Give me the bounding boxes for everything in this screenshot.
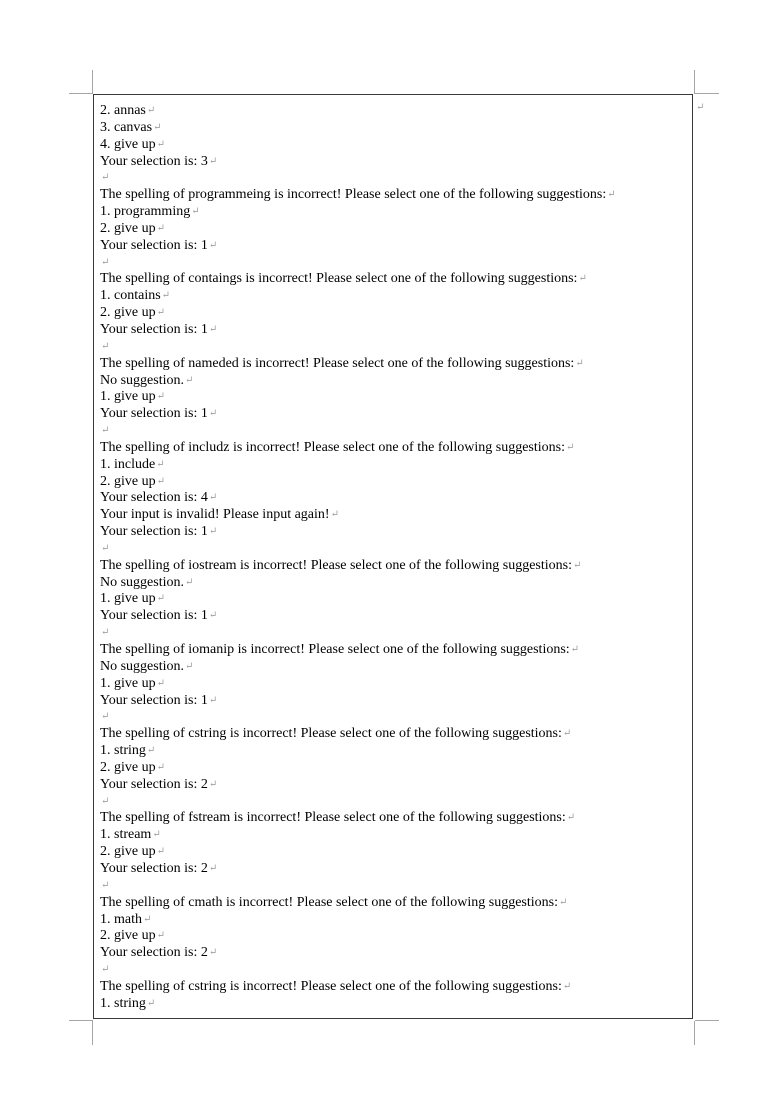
- text-line: [100, 524, 692, 541]
- paragraph-mark-icon: ↵: [101, 256, 110, 268]
- paragraph-mark-icon: ↵: [101, 340, 110, 352]
- paragraph-mark-icon: ↵: [185, 374, 194, 386]
- crop-mark-bottom-right-vertical: [694, 1021, 695, 1045]
- paragraph-mark-icon: ↵: [161, 290, 171, 302]
- empty-paragraph: [100, 709, 692, 726]
- paragraph-mark-icon: ↵: [156, 930, 165, 942]
- paragraph-mark-icon: ↵: [156, 307, 165, 319]
- line-text: 2. give up: [100, 305, 156, 321]
- line-text: The spelling of cstring is incorrect! Please select one of the following suggestions:: [100, 978, 562, 994]
- line-text: 1. give up: [100, 675, 156, 691]
- text-line: [100, 659, 692, 676]
- paragraph-mark-icon: ↵: [101, 542, 110, 554]
- text-line: [100, 288, 692, 305]
- text-line: [100, 221, 692, 238]
- empty-paragraph: [100, 339, 692, 356]
- text-line: [100, 558, 692, 575]
- text-line: [100, 895, 692, 912]
- text-line: [100, 928, 692, 945]
- line-text: 2. give up: [100, 759, 156, 775]
- crop-mark-top-right-horizontal: [695, 93, 719, 94]
- paragraph-mark-icon: ↵: [559, 896, 568, 908]
- paragraph-mark-icon: ↵: [146, 105, 156, 116]
- paragraph-mark-icon: ↵: [101, 964, 110, 976]
- paragraph-mark-icon: ↵: [185, 576, 194, 588]
- line-text: Your selection is: 1: [100, 692, 208, 708]
- text-line: [100, 591, 692, 608]
- paragraph-mark-icon: ↵: [191, 206, 200, 218]
- text-line: [100, 474, 692, 491]
- paragraph-mark-icon: ↵: [156, 138, 165, 150]
- paragraph-mark-icon: ↵: [156, 677, 165, 689]
- crop-mark-top-left-horizontal: [69, 93, 93, 94]
- paragraph-mark-icon: ↵: [101, 627, 110, 639]
- paragraph-mark-icon: ↵: [101, 172, 110, 184]
- line-text: 1. programming: [100, 204, 191, 220]
- paragraph-mark-icon: ↵: [208, 778, 218, 790]
- text-line: [100, 642, 692, 659]
- text-line: [100, 490, 692, 507]
- line-text: Your selection is: 2: [100, 776, 208, 792]
- line-text: Your selection is: 1: [100, 237, 208, 253]
- empty-paragraph: [100, 423, 692, 440]
- paragraph-mark-icon: ↵: [607, 189, 616, 201]
- paragraph-mark-icon: ↵: [208, 947, 218, 959]
- paragraph-mark-icon: ↵: [153, 121, 162, 133]
- paragraph-mark-icon: ↵: [208, 694, 218, 706]
- paragraph-mark-icon: ↵: [101, 795, 110, 807]
- crop-mark-bottom-right-horizontal: [695, 1020, 719, 1021]
- line-text: The spelling of contaings is incorrect! Please select one of the following suggestions:: [100, 271, 578, 287]
- text-line: [100, 356, 692, 373]
- line-text: The spelling of iomanip is incorrect! Please select one of the following suggestions:: [100, 642, 570, 657]
- text-line: [100, 760, 692, 777]
- empty-paragraph: [100, 625, 692, 642]
- text-line: [100, 861, 692, 878]
- line-text: The spelling of includz is incorrect! Please select one of the following suggestions:: [100, 439, 565, 455]
- line-text: Your input is invalid! Please input again!: [100, 507, 330, 523]
- line-text: Your selection is: 2: [100, 945, 208, 961]
- line-text: The spelling of programmeing is incorrect! Please select one of the following suggestions:: [100, 187, 607, 203]
- line-text: The spelling of iostream is incorrect! Please select one of the following suggestions:: [100, 557, 572, 573]
- paragraph-mark-icon: ↵: [146, 745, 156, 757]
- line-text: 4. give up: [100, 136, 156, 152]
- paragraph-mark-icon: ↵: [156, 222, 165, 234]
- text-line: [100, 996, 692, 1013]
- text-line: [100, 238, 692, 255]
- line-text: 1. string: [100, 743, 146, 759]
- empty-paragraph: [100, 170, 692, 187]
- text-line: [100, 154, 692, 171]
- line-text: 1. give up: [100, 591, 156, 607]
- text-line: [100, 827, 692, 844]
- paragraph-mark-icon: ↵: [208, 610, 218, 622]
- paragraph-mark-icon: ↵: [143, 913, 152, 925]
- text-line: [100, 373, 692, 390]
- line-text: No suggestion.: [100, 574, 184, 590]
- paragraph-mark-icon: ↵: [101, 711, 110, 723]
- paragraph-mark-icon: ↵: [573, 559, 582, 571]
- text-line: [100, 457, 692, 474]
- text-line: [100, 120, 692, 137]
- paragraph-mark-icon: ↵: [152, 829, 161, 841]
- line-text: 2. annas: [100, 103, 146, 118]
- paragraph-mark-icon: ↵: [156, 475, 165, 487]
- paragraph-mark-icon: ↵: [208, 323, 218, 335]
- line-text: Your selection is: 2: [100, 860, 208, 876]
- line-text: Your selection is: 1: [100, 608, 208, 624]
- paragraph-mark-icon: ↵: [208, 526, 218, 538]
- paragraph-mark-icon: ↵: [578, 273, 587, 285]
- empty-paragraph: [100, 962, 692, 979]
- text-line: [100, 979, 692, 996]
- paragraph-mark-icon: ↵: [566, 441, 575, 453]
- text-line: [100, 777, 692, 794]
- text-line: [100, 726, 692, 743]
- text-line: [100, 844, 692, 861]
- crop-mark-top-left-vertical: [92, 70, 93, 94]
- paragraph-mark-icon: ↵: [185, 660, 194, 672]
- text-line: [100, 507, 692, 524]
- text-line: [100, 204, 692, 221]
- empty-paragraph: [100, 878, 692, 895]
- paragraph-mark-icon: ↵: [208, 492, 218, 504]
- line-text: 1. string: [100, 995, 146, 1011]
- paragraph-mark-icon: ↵: [156, 593, 165, 605]
- line-text: The spelling of nameded is incorrect! Please select one of the following suggestions:: [100, 355, 575, 371]
- line-text: 1. stream: [100, 827, 152, 843]
- text-line: [100, 676, 692, 693]
- empty-paragraph: [100, 794, 692, 811]
- text-line: [100, 406, 692, 423]
- text-line: [100, 305, 692, 322]
- text-line: [100, 103, 692, 120]
- margin-paragraph-mark: ↵: [696, 102, 705, 113]
- line-text: 2. give up: [100, 220, 156, 236]
- document-lines: [100, 103, 692, 1013]
- paragraph-mark-icon: ↵: [156, 846, 165, 858]
- line-text: No suggestion.: [100, 372, 184, 388]
- text-line: [100, 912, 692, 929]
- line-text: 1. include: [100, 456, 156, 472]
- line-text: The spelling of cmath is incorrect! Please select one of the following suggestions:: [100, 894, 558, 910]
- text-line: [100, 271, 692, 288]
- empty-paragraph: [100, 541, 692, 558]
- paragraph-mark-icon: ↵: [208, 155, 218, 167]
- paragraph-mark-icon: ↵: [208, 862, 218, 874]
- paragraph-mark-icon: ↵: [330, 509, 339, 521]
- line-text: 3. canvas: [100, 119, 153, 135]
- text-line: [100, 322, 692, 339]
- line-text: 2. give up: [100, 844, 156, 860]
- paragraph-mark-icon: ↵: [570, 644, 580, 655]
- empty-paragraph: [100, 255, 692, 272]
- crop-mark-bottom-left-vertical: [92, 1021, 93, 1045]
- line-text: 1. math: [100, 911, 142, 927]
- text-line: [100, 945, 692, 962]
- text-line: [100, 440, 692, 457]
- crop-mark-top-right-vertical: [694, 70, 695, 94]
- text-line: [100, 743, 692, 760]
- line-text: Your selection is: 1: [100, 406, 208, 422]
- paragraph-mark-icon: ↵: [562, 728, 572, 740]
- paragraph-mark-icon: ↵: [101, 425, 110, 437]
- paragraph-mark-icon: ↵: [566, 812, 576, 824]
- line-text: Your selection is: 4: [100, 490, 208, 506]
- paragraph-mark-icon: ↵: [156, 391, 165, 403]
- paragraph-mark-icon: ↵: [146, 997, 156, 1009]
- paragraph-mark-icon: ↵: [101, 879, 110, 891]
- text-line: [100, 575, 692, 592]
- text-line: [100, 810, 692, 827]
- line-text: 1. give up: [100, 389, 156, 405]
- paragraph-mark-icon: ↵: [208, 408, 218, 420]
- line-text: 1. contains: [100, 288, 161, 304]
- text-line: [100, 187, 692, 204]
- paragraph-mark-icon: ↵: [562, 980, 572, 992]
- paragraph-mark-icon: ↵: [156, 458, 165, 470]
- line-text: 2. give up: [100, 928, 156, 944]
- line-text: No suggestion.: [100, 658, 184, 674]
- line-text: 2. give up: [100, 473, 156, 489]
- paragraph-mark-icon: ↵: [208, 239, 218, 251]
- paragraph-mark-icon: ↵: [156, 761, 165, 773]
- line-text: Your selection is: 1: [100, 524, 208, 540]
- text-line: [100, 389, 692, 406]
- line-text: The spelling of cstring is incorrect! Please select one of the following suggestions:: [100, 726, 562, 742]
- text-line: [100, 693, 692, 710]
- line-text: Your selection is: 1: [100, 321, 208, 337]
- text-line: [100, 137, 692, 154]
- line-text: Your selection is: 3: [100, 153, 208, 169]
- line-text: The spelling of fstream is incorrect! Please select one of the following suggestions:: [100, 810, 566, 826]
- text-body[interactable]: [93, 94, 693, 1019]
- crop-mark-bottom-left-horizontal: [69, 1020, 93, 1021]
- paragraph-mark-icon: ↵: [575, 357, 584, 369]
- text-line: [100, 608, 692, 625]
